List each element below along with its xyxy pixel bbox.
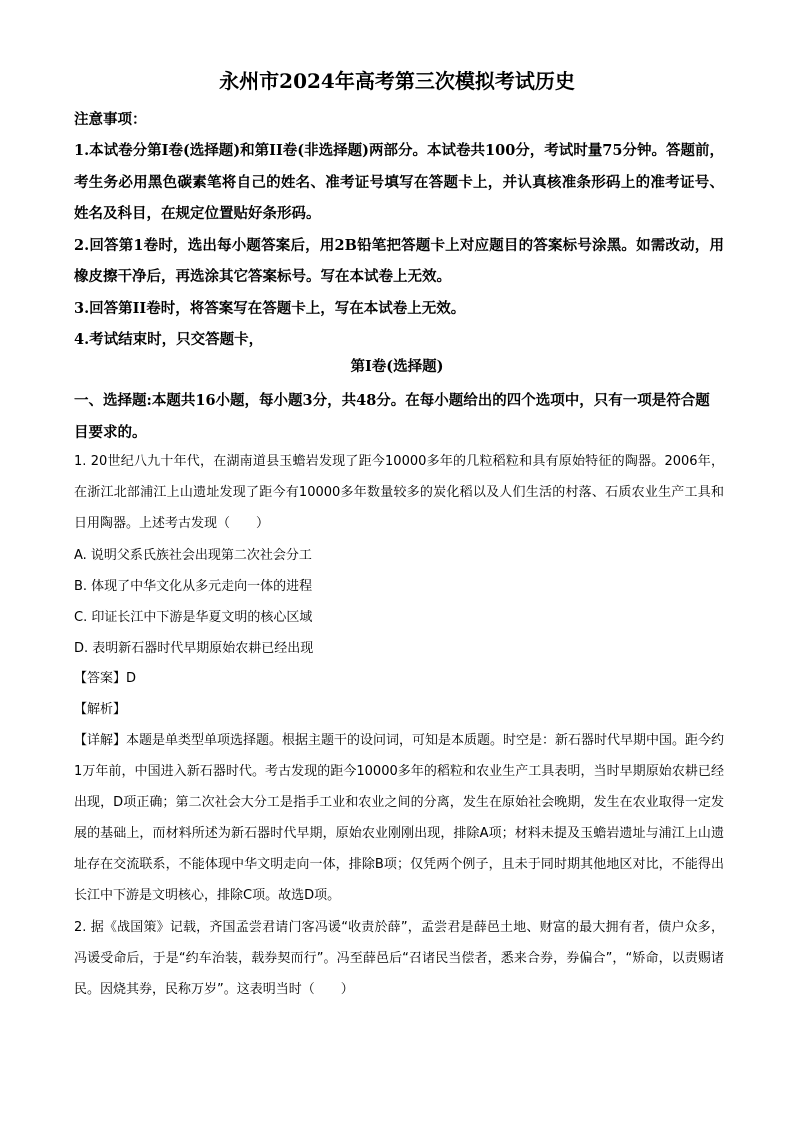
analysis-label: 【解析】	[74, 702, 127, 717]
page-title: 永州市2024年高考第三次模拟考试历史	[219, 69, 575, 93]
option-d: D. 表明新石器时代早期原始农耕已经出现	[74, 641, 314, 656]
notice-item: 1.本试卷分第Ⅰ卷(选择题)和第II卷(非选择题)两部分。本试卷共100分，考试时量75分钟。答题前，考生务必用黑色碳素笔将自己的姓名、准考证号填写在答题卡上，并认真核准条形码上的准考证号、姓名及科目，在规定位置贴好条形码。	[74, 142, 724, 222]
question-text: 2. 据《战国策》记载，齐国孟尝君请门客冯谖“收责於薛”，孟尝君是薛邑土地、财富的最大拥有者，债户众多，冯谖受命后，于是“约车治装，载券契而行”。冯至薛邑后“召诸民当偿者，悉来合券，券偏合”，“矫命，以责赐诸民。因烧其券，民称万岁”。这表明当时（ ）	[74, 920, 724, 997]
notice-item: 2.回答第1卷时，选出每小题答案后，用2B铅笔把答题卡上对应题目的答案标号涂黑。如需改动，用橡皮擦干净后，再选涂其它答案标号。写在本试卷上无效。	[74, 236, 724, 285]
answer-value: D	[126, 671, 137, 686]
question-1-detail	[74, 725, 724, 911]
question-1-answer	[74, 663, 724, 725]
answer-label: 【答案】	[74, 671, 127, 686]
question-text: 1. 20世纪八九十年代，在湖南道县玉蟾岩发现了距今10000多年的几粒稻粒和具有原始特征的陶器。2006年，在浙江北部浦江上山遗址发现了距今有10000多年数量较多的炭化稻以及人们生活的村落、石质农业生产工具和日用陶器。上述考古发现（ ）	[74, 454, 724, 531]
notice-item: 4.考试结束时，只交答题卡，	[74, 331, 264, 348]
notice-item: 3.回答第II卷时，将答案写在答题卡上，写在本试卷上无效。	[74, 299, 466, 317]
section-title: 第Ⅰ卷(选择题)	[350, 358, 444, 375]
question-1-options	[74, 540, 724, 664]
notice-list	[74, 135, 724, 356]
detail-text: 【详解】本题是单类型单项选择题。根据主题干的设问词，可知是本质题。时空是：新石器时代早期中国。距今约1万年前，中国进入新石器时代。考古发现的距今10000多年的稻粒和农业生产工具表明，当时早期原始农耕已经出现，D项正确；第二次社会大分工是指手工业和农业之间的分离，发生在原始社会晚期，发生在农业取得一定发展的基础上，而材料所述为新石器时代早期，原始农业刚刚出现，排除A项；材料未提及玉蟾岩遗址与浦江上山遗址存在交流联系，不能体现中华文明走向一体，排除B项；仅凭两个例子，且未于同时期其他地区对比，不能得出长江中下游是文明核心，排除C项。故选D项。	[74, 733, 725, 903]
question-1-stem	[74, 446, 724, 539]
part-instructions: 一、选择题:本题共16小题，每小题3分，共48分。在每小题给出的四个选项中，只有一项是符合题目要求的。	[74, 392, 710, 441]
option-c: C. 印证长江中下游是华夏文明的核心区域	[74, 610, 313, 625]
question-2-stem	[74, 912, 724, 1005]
notice-heading: 注意事项：	[74, 111, 147, 128]
option-a: A. 说明父系氏族社会出现第二次社会分工	[74, 548, 312, 563]
option-b: B. 体现了中华文化从多元走向一体的进程	[74, 579, 313, 594]
answer-line	[74, 663, 724, 694]
